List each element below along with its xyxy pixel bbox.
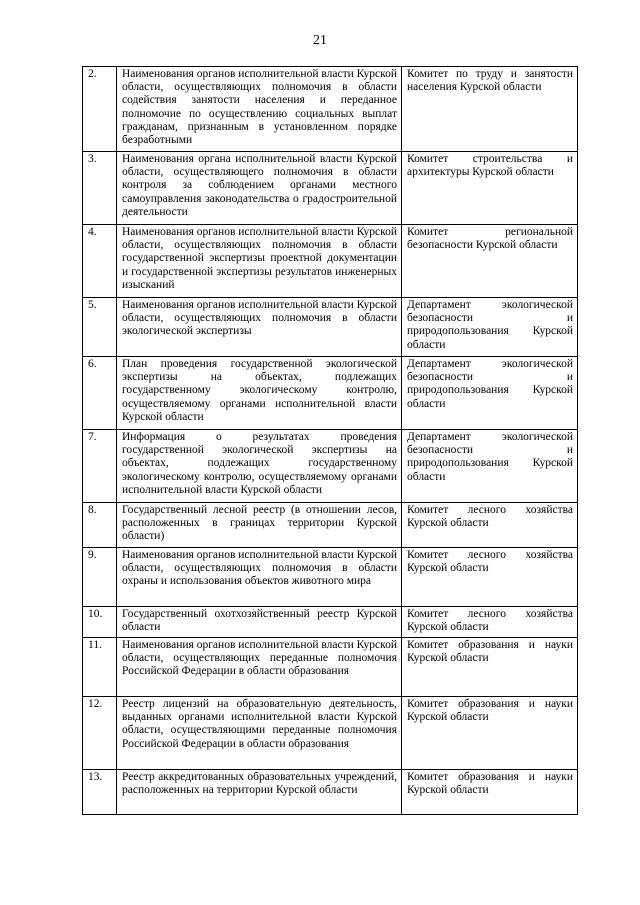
table-row	[83, 67, 578, 152]
page-number: 21	[313, 33, 327, 48]
row-number: 3.	[83, 152, 117, 225]
table-row	[83, 152, 578, 225]
row-organization: Комитет региональной безопасности Курской области	[402, 225, 578, 298]
row-description: План проведения государственной экологической экспертизы на объектах, подлежащих государственному экологическому контролю, осуществляемому органами исполнительной власти Курской области	[117, 357, 402, 430]
row-number: 5.	[83, 298, 117, 357]
table-row	[83, 607, 578, 638]
row-description: Информация о результатах проведения государственной экологической экспертизы на объектах, подлежащих государственному экологическому контролю, осуществляемому органами исполнительной власти Курской области	[117, 430, 402, 503]
table-row	[83, 357, 578, 430]
row-number: 9.	[83, 548, 117, 607]
row-number: 4.	[83, 225, 117, 298]
row-number: 11.	[83, 638, 117, 697]
row-organization: Комитет лесного хозяйства Курской области	[402, 607, 578, 638]
row-organization: Комитет по труду и занятости населения Курской области	[402, 67, 578, 152]
row-description: Наименования органов исполнительной власти Курской области, осуществляющих полномочия в области государственной экспертизы проектной документации и государственной экспертизы результатов инженерных изысканий	[117, 225, 402, 298]
table-row	[83, 430, 578, 503]
row-description: Наименования органов исполнительной власти Курской области, осуществляющих полномочия в области экологической экспертизы	[117, 298, 402, 357]
row-organization: Комитет лесного хозяйства Курской области	[402, 548, 578, 607]
row-organization: Департамент экологической безопасности и природопользования Курской области	[402, 298, 578, 357]
row-description: Государственный лесной реестр (в отношении лесов, расположенных в границах территории Курской области)	[117, 503, 402, 548]
row-number: 8.	[83, 503, 117, 548]
row-description: Наименования органов исполнительной власти Курской области, осуществляющих переданные полномочия Российской Федерации в области образования	[117, 638, 402, 697]
row-description: Наименования органов исполнительной власти Курской области, осуществляющих полномочия в области охраны и использования объектов животного мира	[117, 548, 402, 607]
row-organization: Департамент экологической безопасности и природопользования Курской области	[402, 430, 578, 503]
row-description: Реестр аккредитованных образовательных учреждений, расположенных на территории Курской области	[117, 770, 402, 815]
row-description: Государственный охотхозяйственный реестр Курской области	[117, 607, 402, 638]
row-organization: Комитет лесного хозяйства Курской области	[402, 503, 578, 548]
table-row	[83, 548, 578, 607]
row-number: 12.	[83, 697, 117, 770]
table-row	[83, 638, 578, 697]
table-row	[83, 697, 578, 770]
row-number: 2.	[83, 67, 117, 152]
registry-table	[82, 66, 578, 815]
row-number: 6.	[83, 357, 117, 430]
row-organization: Комитет образования и науки Курской области	[402, 638, 578, 697]
row-description: Реестр лицензий на образовательную деятельность, выданных органами исполнительной власти Курской области, осуществляющими переданные полномочия Российской Федерации в области образования	[117, 697, 402, 770]
row-organization: Департамент экологической безопасности и природопользования Курской области	[402, 357, 578, 430]
row-organization: Комитет строительства и архитектуры Курской области	[402, 152, 578, 225]
row-number: 10.	[83, 607, 117, 638]
table-row	[83, 503, 578, 548]
row-description: Наименования органов исполнительной власти Курской области, осуществляющих полномочия в области содействия занятости населения и переданное полномочие по осуществлению социальных выплат гражданам, признанным в установленном порядке безработными	[117, 67, 402, 152]
table-row	[83, 298, 578, 357]
row-number: 7.	[83, 430, 117, 503]
table-row	[83, 770, 578, 815]
row-description: Наименования органа исполнительной власти Курской области, осуществляющего полномочия в области контроля за соблюдением органами местного самоуправления законодательства о градостроительной деятельности	[117, 152, 402, 225]
row-number: 13.	[83, 770, 117, 815]
row-organization: Комитет образования и науки Курской области	[402, 697, 578, 770]
row-organization: Комитет образования и науки Курской области	[402, 770, 578, 815]
table-row	[83, 225, 578, 298]
